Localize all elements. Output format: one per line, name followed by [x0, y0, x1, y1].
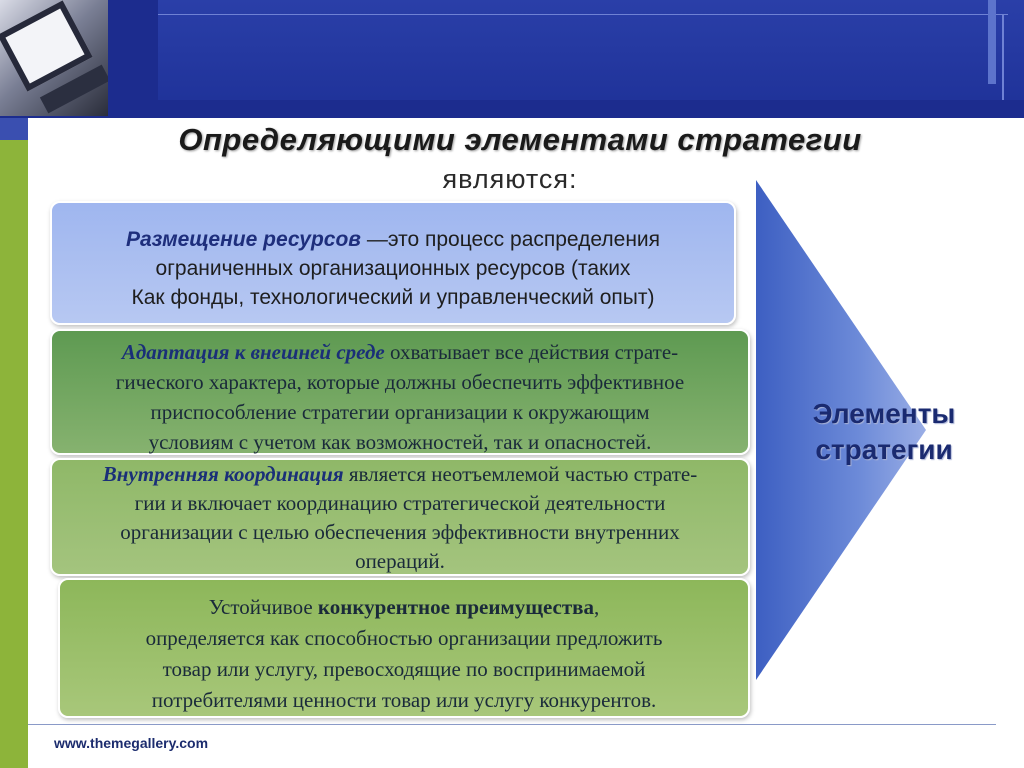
box1-lead: Размещение ресурсов: [125, 228, 361, 251]
box3-line3: организации с целью обеспечения эффективности внутренних: [120, 520, 680, 544]
internal-coordination-box: [50, 458, 750, 576]
box4-pre: Устойчивое: [208, 595, 318, 619]
box4-line1: [60, 592, 748, 623]
header-decor-line-vertical: [1002, 14, 1004, 100]
arrow-label: [770, 396, 998, 468]
slide-title: Определяющими элементами стратегии: [178, 122, 862, 157]
environment-adaptation-box: [50, 329, 750, 455]
box2-line1: [52, 337, 748, 367]
box4-line2: определяется как способностью организации предложить: [145, 626, 663, 650]
header-decor-line: [158, 14, 1008, 15]
box3-line1: [52, 460, 748, 489]
box4-bold: конкурентное преимущества: [317, 595, 595, 619]
resource-allocation-box: [50, 201, 736, 325]
header-underline-band: [0, 100, 1024, 118]
arrow-label-line2: стратегии: [815, 434, 953, 465]
box3-line2: гии и включает координацию стратегической деятельности: [134, 491, 666, 515]
header-decor-bar: [988, 0, 996, 84]
box1-line3: Как фонды, технологический и управленческий опыт): [131, 286, 655, 309]
box3-line1-rest: является неотъемлемой частью страте-: [343, 462, 698, 486]
box4-line4: потребителями ценности товар или услугу конкурентов.: [151, 688, 657, 712]
slide-subtitle: являются:: [442, 164, 578, 194]
computer-photo: [0, 0, 108, 116]
box3-line4: операций.: [355, 549, 445, 573]
box2-line4: условиям с учетом как возможностей, так и опасностей.: [148, 430, 652, 454]
box2-line2: гического характера, которые должны обеспечить эффективное: [115, 370, 685, 394]
box1-line1: [52, 225, 734, 254]
box2-lead: Адаптация к внешней среде: [121, 340, 385, 364]
box4-line3: товар или услугу, превосходящие по воспринимаемой: [162, 657, 646, 681]
box1-line2: ограниченных организационных ресурсов (таких: [155, 257, 631, 280]
box4-post: ,: [594, 595, 600, 619]
box3-lead: Внутренняя координация: [102, 462, 344, 486]
arrow-label-line1: Элементы: [812, 398, 956, 429]
footer-url[interactable]: www.themegallery.com: [54, 735, 209, 751]
left-accent-stripe: [0, 118, 28, 768]
left-accent-cap: [0, 118, 28, 140]
box1-line1-rest: —это процесс распределения: [361, 228, 661, 251]
footer-divider: [28, 724, 996, 725]
competitive-advantage-box: [58, 578, 750, 718]
box2-line3: приспособление стратегии организации к окружающим: [150, 400, 650, 424]
box2-line1-rest: охватывает все действия страте-: [384, 340, 679, 364]
header-panel: [158, 0, 1024, 100]
